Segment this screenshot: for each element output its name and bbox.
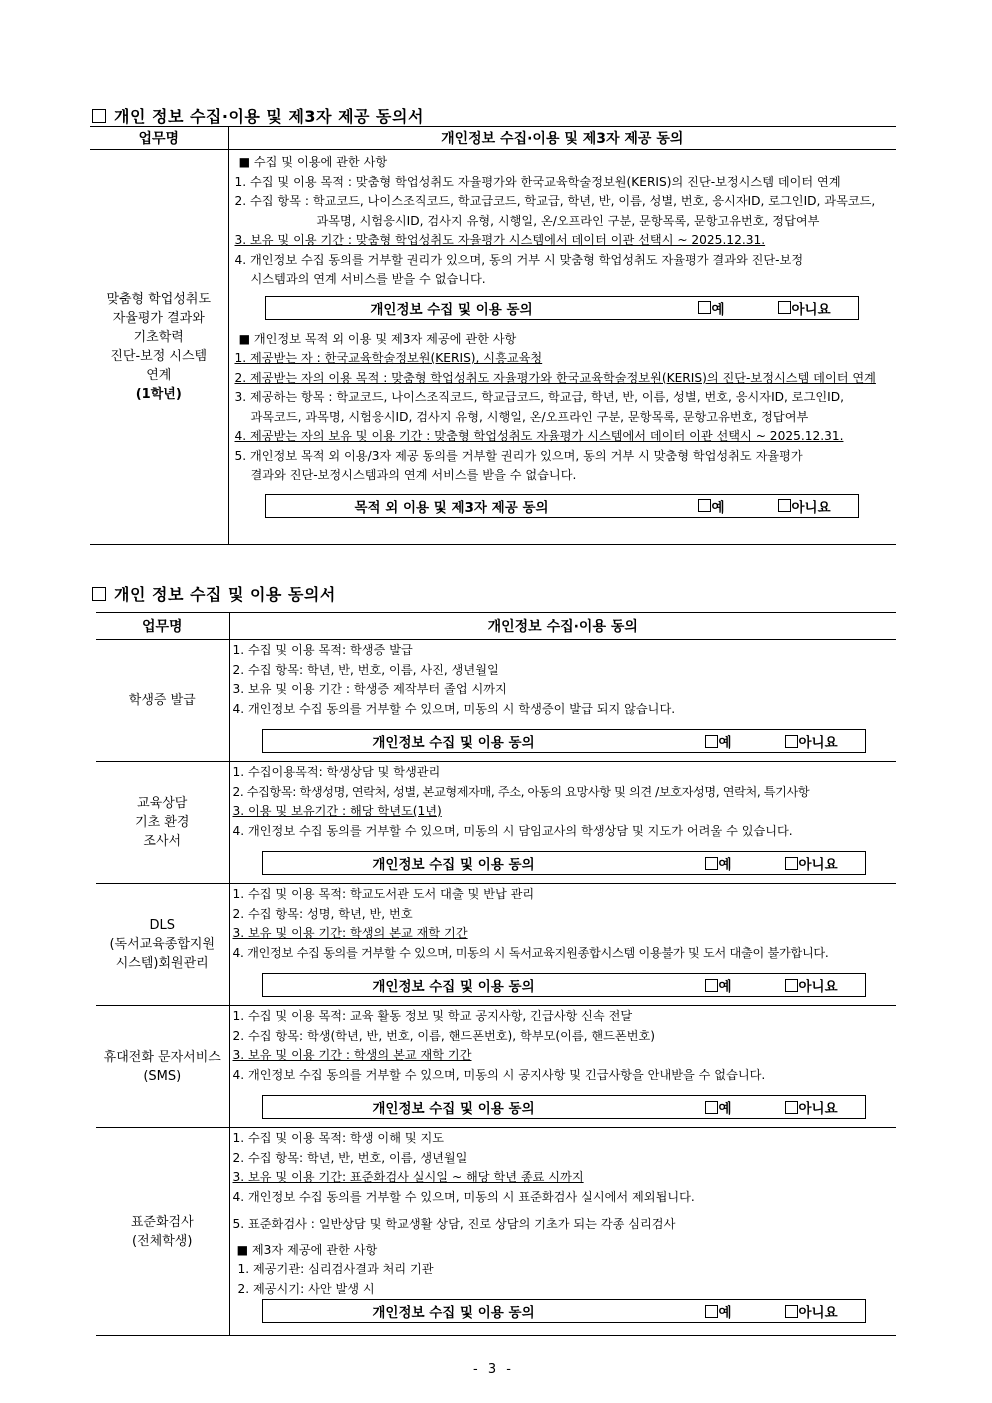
item-line: 1. 수집 및 이용 목적: 학생 이해 및 지도 [232,1131,445,1145]
header-task-name: 업무명 [90,127,228,150]
section-heading: ■ 개인정보 목적 외 이용 및 제3자 제공에 관한 사항 [238,331,517,346]
yes-option[interactable] [705,1301,785,1321]
no-option[interactable] [785,975,865,995]
item-line: 4. 제공받는 자의 보유 및 이용 기간 : 맞춤형 학업성취도 자율평가 시스템에서 데이터 이관 선택시 ~ 2025.12.31. [234,429,844,443]
header-consent: 개인정보 수집·이용 동의 [229,613,896,640]
consent-table-2 [96,612,896,1336]
yes-option[interactable] [705,731,785,751]
item-line: 2. 수집 항목: 성명, 학년, 반, 번호 [232,906,413,921]
no-label: 아니요 [798,979,838,995]
task-name-line: 진단-보정 시스템 [110,349,208,364]
task-name-line: 자율평가 결과와 [112,311,205,326]
yes-label: 예 [718,1305,732,1321]
consent-box [265,494,859,518]
item-line: 3. 보유 및 이용 기간: 학생의 본교 재학 기간 [232,926,468,940]
section1-title: 개인 정보 수집·이용 및 제3자 제공 동의서 [92,104,424,127]
checkbox-icon[interactable] [785,735,798,748]
no-label: 아니요 [798,857,838,873]
consent-content-cell [229,1006,896,1128]
task-name-line: 기초학력 [133,330,184,345]
task-name-line: 기초 환경 [135,815,190,830]
header-task-name: 업무명 [96,613,229,640]
item-line: 3. 제공하는 항목 : 학교코드, 나이스조직코드, 학교급코드, 학교급, 학년, 반, 이름, 성별, 번호, 응시자ID, 로그인ID, [234,390,844,404]
yes-label: 예 [711,499,725,516]
task-name-line: 시스템)회원관리 [115,956,209,971]
item-line: 4. 개인정보 수집 동의를 거부할 수 있으며, 미동의 시 표준화검사 실시에서 제외됩니다. [232,1189,695,1204]
task-name-line: (독서교육종합지원 [109,937,216,952]
item-line: 2. 제공시기: 사안 발생 시 [237,1281,375,1296]
yes-label: 예 [718,735,732,751]
consent-box [262,973,866,997]
checkbox-icon[interactable] [705,857,718,870]
item-line: 4. 개인정보 수집 동의를 거부할 권리가 있으며, 동의 거부 시 맞춤형 학업성취도 자율평가 결과와 진단-보정 [234,252,804,267]
item-line: 2. 제공받는 자의 이용 목적 : 맞춤형 학업성취도 자율평가와 한국교육학술정보원(KERIS)의 진단-보정시스템 데이터 연계 [234,370,876,385]
item-line: 과목코드, 과목명, 시험응시ID, 검사지 유형, 시행일, 온/오프라인 구분, 문항목록, 문항고유번호, 정답여부 [250,409,809,424]
task-name-line: 조사서 [143,834,182,849]
yes-option[interactable] [705,853,785,873]
task-name-cell [96,1006,229,1128]
item-line: 1. 수집 및 이용 목적: 학교도서관 도서 대출 및 반납 관리 [232,887,535,901]
no-label: 아니요 [798,735,838,751]
checkbox-icon[interactable] [778,301,791,314]
no-option[interactable] [778,496,858,516]
yes-label: 예 [718,857,732,873]
no-option[interactable] [785,731,865,751]
item-line: 4. 개인정보 수집 동의를 거부할 수 있으며, 미동의 시 독서교육지원종합시스템 이용불가 및 도서 대출이 불가합니다. [232,945,829,960]
item-line: 과목명, 시험응시ID, 검사지 유형, 시행일, 온/오프라인 구분, 문항목록, 문항고유번호, 정답여부 [316,213,820,228]
task-name-line: 표준화검사 [130,1214,194,1230]
square-bullet-icon [92,109,106,123]
item-line: 4. 개인정보 수집 동의를 거부할 수 있으며, 미동의 시 담임교사의 학생상담 및 지도가 어려울 수 있습니다. [232,823,793,838]
yes-option[interactable] [705,1097,785,1117]
task-name-line: 학생증 발급 [128,693,196,708]
consent-box [262,729,866,753]
consent-label: 개인정보 수집 및 이용 동의 [372,1101,535,1117]
yes-label: 예 [718,979,732,995]
header-consent: 개인정보 수집·이용 및 제3자 제공 동의 [228,127,896,150]
item-line: 1. 수집 및 이용 목적: 학생증 발급 [232,643,413,657]
checkbox-icon[interactable] [778,499,791,512]
yes-option[interactable] [705,975,785,995]
task-name-line: (SMS) [143,1068,182,1084]
checkbox-icon[interactable] [698,301,711,314]
consent-box [262,1095,866,1119]
consent-table-1 [90,126,896,545]
task-name-line: DLS [149,918,175,933]
item-line: 3. 이용 및 보유기간 : 해당 학년도(1년) [232,804,442,818]
task-name-cell [96,762,229,884]
page-number: - 3 - [473,1362,514,1377]
task-name-line: (1학년) [135,387,182,402]
item-line: 4. 개인정보 수집 동의를 거부할 수 있으며, 미동의 시 학생증이 발급 되지 않습니다. [232,701,676,716]
checkbox-icon[interactable] [698,499,711,512]
item-line: 5. 개인정보 목적 외 이용/3자 제공 동의를 거부할 권리가 있으며, 동의 거부 시 맞춤형 학업성취도 자율평가 [234,448,803,463]
yes-label: 예 [718,1101,732,1117]
checkbox-icon[interactable] [705,979,718,992]
task-name-line: (전체학생) [132,1233,193,1249]
item-line: 3. 보유 및 이용 기간 : 맞춤형 학업성취도 자율평가 시스템에서 데이터 이관 선택시 ~ 2025.12.31. [234,233,766,247]
no-option[interactable] [785,853,865,873]
no-option[interactable] [785,1301,865,1321]
item-line: 3. 보유 및 이용 기간 : 학생의 본교 재학 기간 [232,1048,472,1062]
consent-label: 개인정보 수집 및 이용 동의 [372,735,535,751]
yes-label: 예 [711,301,725,318]
consent-box [262,851,866,875]
checkbox-icon[interactable] [705,1305,718,1318]
square-bullet-icon [92,587,106,601]
yes-option[interactable] [698,298,778,318]
item-line: 결과와 진단-보정시스템과의 연계 서비스를 받을 수 없습니다. [250,468,577,482]
yes-option[interactable] [698,496,778,516]
item-line: 1. 수집 및 이용 목적 : 맞춤형 학업성취도 자율평가와 한국교육학술정보원(KERIS)의 진단-보정시스템 데이터 연계 [234,174,841,189]
task-name-line: 교육상담 [137,796,188,811]
no-label: 아니요 [791,301,831,318]
task-name-cell [90,150,228,545]
section2-title: 개인 정보 수집 및 이용 동의서 [92,582,336,605]
task-name-line: 연계 [146,368,172,383]
consent-content-cell [228,150,896,545]
item-line: 2. 수집 항목: 학년, 반, 번호, 이름, 생년월일 [232,1150,468,1165]
item-line: 3. 보유 및 이용 기간: 표준화검사 실시일 ~ 해당 학년 종료 시까지 [232,1170,584,1184]
section-heading: ■ 제3자 제공에 관한 사항 [236,1242,378,1257]
item-line: 5. 표준화검사 : 일반상담 및 학교생활 상담, 진로 상담의 기초가 되는 각종 심리검사 [232,1217,676,1231]
item-line: 1. 제공받는 자 : 한국교육학술정보원(KERIS), 시흥교육청 [234,351,543,365]
no-option[interactable] [778,298,858,318]
item-line: 2. 수집 항목 : 학교코드, 나이스조직코드, 학교급코드, 학교급, 학년, 반, 이름, 성별, 번호, 응시자ID, 로그인ID, 과목코드, [234,194,876,208]
no-label: 아니요 [791,499,831,516]
consent-label: 개인정보 수집 및 이용 동의 [372,857,535,873]
item-line: 1. 제공기관: 심리검사결과 처리 기관 [237,1262,434,1276]
checkbox-icon[interactable] [785,979,798,992]
consent-content-cell [229,762,896,884]
item-line: 1. 수집 및 이용 목적: 교육 활동 정보 및 학교 공지사항, 긴급사항 신속 전달 [232,1009,633,1023]
no-option[interactable] [785,1097,865,1117]
consent-label: 개인정보 수집 및 이용 동의 [370,301,533,318]
item-line: 2. 수집 항목: 학생(학년, 반, 번호, 이름, 핸드폰번호), 학부모(이름, 핸드폰번호) [232,1028,656,1043]
consent-label: 목적 외 이용 및 제3자 제공 동의 [354,499,549,516]
checkbox-icon[interactable] [785,1101,798,1114]
task-name-cell [96,884,229,1006]
item-line: 1. 수집이용목적: 학생상담 및 학생관리 [232,765,441,779]
no-label: 아니요 [798,1101,838,1117]
checkbox-icon[interactable] [705,1101,718,1114]
checkbox-icon[interactable] [785,1305,798,1318]
consent-content-cell [229,1128,896,1336]
no-label: 아니요 [798,1305,838,1321]
item-line: 4. 개인정보 수집 동의를 거부할 수 있으며, 미동의 시 공지사항 및 긴급사항을 안내받을 수 없습니다. [232,1067,766,1082]
consent-box [262,1299,866,1323]
consent-content-cell [229,640,896,762]
section-heading: ■ 수집 및 이용에 관한 사항 [238,155,388,169]
task-name-cell [96,1128,229,1336]
task-name-cell [96,640,229,762]
consent-label: 개인정보 수집 및 이용 동의 [372,1305,535,1321]
consent-content-cell [229,884,896,1006]
item-line: 2. 수집항목: 학생성명, 연락처, 성별, 본교형제자매, 주소, 아동의 요망사항 및 의견 /보호자성명, 연락처, 특기사항 [232,784,810,799]
consent-label: 개인정보 수집 및 이용 동의 [372,979,535,995]
item-line: 시스템과의 연계 서비스를 받을 수 없습니다. [250,272,486,286]
item-line: 2. 수집 항목: 학년, 반, 번호, 이름, 사진, 생년월일 [232,662,499,677]
checkbox-icon[interactable] [785,857,798,870]
checkbox-icon[interactable] [705,735,718,748]
task-name-line: 휴대전화 문자서비스 [103,1049,221,1065]
item-line: 3. 보유 및 이용 기간 : 학생증 제작부터 졸업 시까지 [232,682,507,696]
task-name-line: 맞춤형 학업성취도 [106,292,212,307]
consent-box [265,296,859,320]
